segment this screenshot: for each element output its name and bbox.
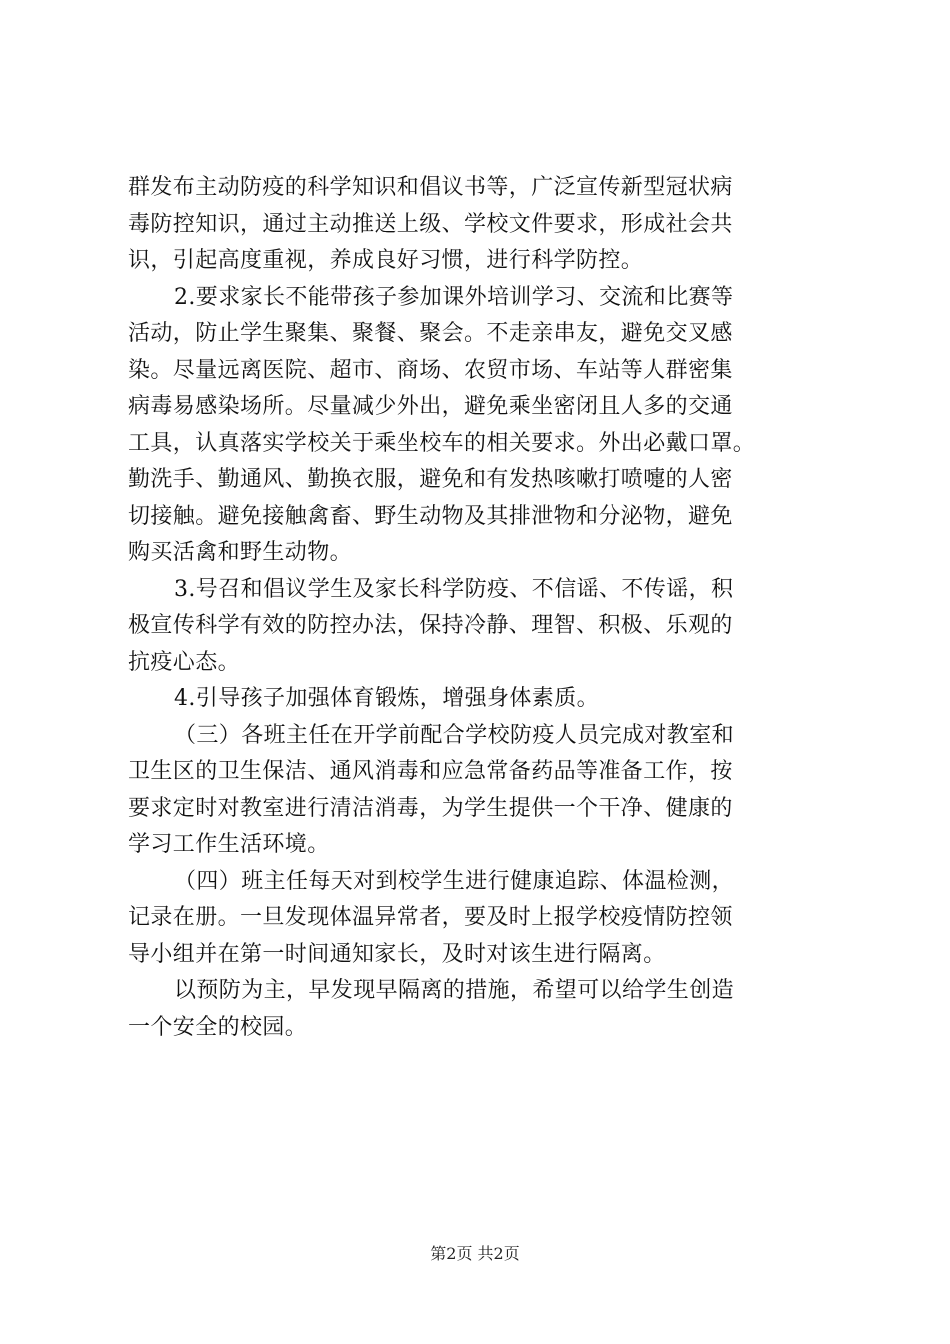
text-line: 工具，认真落实学校关于乘坐校车的相关要求。外出必戴口罩。: [128, 430, 756, 456]
text-line: 识，引起高度重视，养成良好习惯，进行科学防控。: [128, 248, 644, 273]
text-line: 导小组并在第一时间通知家长，及时对该生进行隔离。: [128, 941, 666, 967]
text-line: 病毒易感染场所。尽量减少外出，避免乘坐密闭且人多的交通: [128, 394, 733, 419]
text-line: 购买活禽和野生动物。: [128, 540, 353, 565]
text-line: 以预防为主，早发现早隔离的措施，希望可以给学生创造: [174, 978, 735, 1003]
text-line: 一个安全的校园。: [128, 1014, 308, 1040]
text-line: 活动，防止学生聚集、聚餐、聚会。不走亲串友，避免交叉感: [128, 321, 733, 346]
text-line: 2.要求家长不能带孩子参加课外培训学习、交流和比赛等: [174, 284, 734, 310]
text-line: 学习工作生活环境。: [128, 832, 330, 857]
text-line: 染。尽量远离医院、超市、商场、农贸市场、车站等人群密集: [128, 357, 733, 383]
text-line: 记录在册。一旦发现体温异常者，要及时上报学校疫情防控领: [128, 905, 733, 930]
text-line: 群发布主动防疫的科学知识和倡议书等，广泛宣传新型冠状病: [128, 175, 733, 200]
body-text: [128, 170, 833, 1046]
text-line: 极宣传科学有效的防控办法，保持冷静、理智、积极、乐观的: [128, 613, 733, 638]
text-line: （四）班主任每天对到校学生进行健康追踪、体温检测，: [174, 868, 735, 894]
text-line: （三）各班主任在开学前配合学校防疫人员完成对教室和: [174, 722, 735, 748]
text-line: 4.引导孩子加强体育锻炼，增强身体素质。: [174, 686, 599, 711]
text-line: 切接触。避免接触禽畜、野生动物及其排泄物和分泌物，避免: [128, 503, 733, 529]
text-line: 毒防控知识，通过主动推送上级、学校文件要求，形成社会共: [128, 211, 733, 237]
text-line: 卫生区的卫生保洁、通风消毒和应急常备药品等准备工作，按: [128, 759, 733, 784]
text-line: 勤洗手、勤通风、勤换衣服，避免和有发热咳嗽打喷嚏的人密: [128, 467, 733, 492]
text-line: 要求定时对教室进行清洁消毒，为学生提供一个干净、健康的: [128, 795, 733, 821]
text-line: 3.号召和倡议学生及家长科学防疫、不信谣、不传谣，积: [174, 576, 734, 602]
page-footer: 第2页 共2页: [430, 1244, 520, 1263]
text-line: 抗疫心态。: [128, 649, 241, 675]
